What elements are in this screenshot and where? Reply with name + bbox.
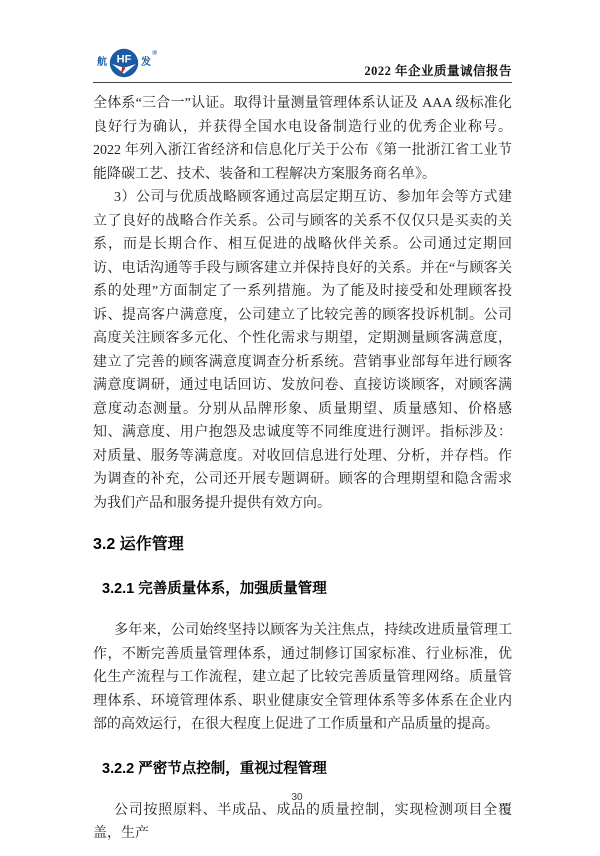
- company-logo: [97, 48, 156, 78]
- report-title: 2022 年企业质量诚信报告: [364, 64, 512, 78]
- body-paragraph: 公司按照原料、半成品、成品的质量控制，实现检测项目全覆盖，生产: [93, 802, 512, 841]
- page-header: [93, 37, 512, 83]
- page-body: [93, 92, 512, 846]
- subsection-heading-3-2-1: 3.2.1 完善质量体系，加强质量管理: [102, 581, 327, 597]
- registered-trademark-mark: ®: [152, 48, 158, 57]
- subsection-heading-3-2-2: 3.2.2 严密节点控制，重视过程管理: [102, 760, 327, 777]
- section-heading-3-2: 3.2 运作管理: [93, 536, 184, 553]
- page-number: 30: [291, 792, 303, 803]
- logo-right-char: 发: [141, 57, 151, 68]
- logo-left-char: 航: [97, 57, 107, 68]
- body-paragraph: 3）公司与优质战略顾客通过高层定期互访、参加年会等方式建立了良好的战略合作关系。公司与顾客的关系不仅仅只是买卖的关系，而是长期合作、相互促进的战略伙伴关系。公司通过定期回访、电话沟通等手段与顾客建立并保持良好的关系。并在“与顾客关系的处理”方面制定了一系列措施。为了能及时接受和处理顾客投诉、提高客户满意度，公司建立了比较完善的顾客投诉机制。公司高度关注顾客多元化、个性化需求与期望，定期测量顾客满意度，建立了完善的顾客满意度调查分析系统。营销事业部每年进行顾客满意度调研，通过电话回访、发放问卷、直接访谈顾客，对顾客满意度动态测量。分别从品牌形象、质量期望、质量感知、价格感知、满意度、用户抱怨及忠诚度等不同维度进行测评。指标涉及：对质量、服务等满意度。对收回信息进行处理、分析，并存档。作为调查的补充，公司还开展专题调研。顾客的合理期望和隐含需求为我们产品和服务提升提供有效方向。: [93, 190, 512, 511]
- emblem-letters: HF: [116, 53, 132, 66]
- logo-emblem-icon: [109, 48, 139, 78]
- body-paragraph: 多年来，公司始终坚持以顾客为关注焦点，持续改进质量管理工作，不断完善质量管理体系，通过制修订国家标准、行业标准，优化生产流程与工作流程，建立起了比较完善质量管理网络。质量管理体系、环境管理体系、职业健康安全管理体系等多体系在企业内部的高效运行，在很大程度上促进了工作质量和产品质量的提高。: [93, 623, 512, 732]
- body-paragraph-continued: 全体系“三合一”认证。取得计量测量管理体系认证及 AAA 级标准化良好行为确认，并获得全国水电设备制造行业的优秀企业称号。2022 年列入浙江省经济和信息化厅关于公布《第一批浙江省工业节能降碳工艺、技术、装备和工程解决方案服务商名单》。: [93, 96, 512, 182]
